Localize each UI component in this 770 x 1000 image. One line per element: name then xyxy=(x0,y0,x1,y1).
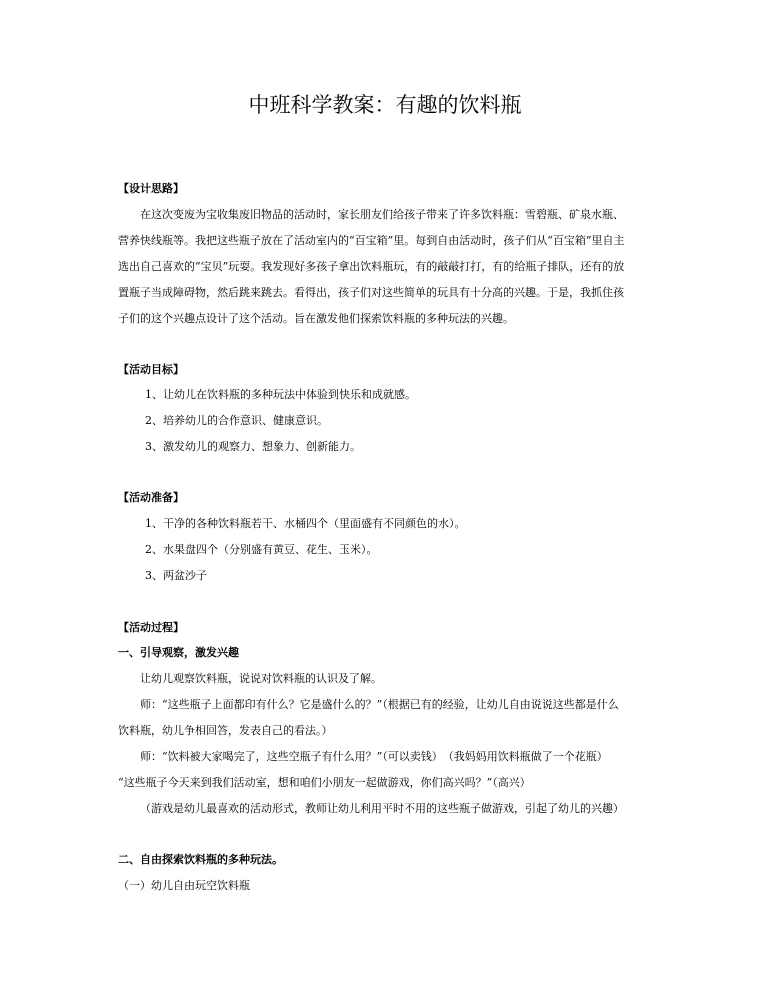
step2-title: 二、自由探索饮料瓶的多种玩法。 xyxy=(118,853,283,866)
prep-item: 2、水果盘四个（分别盛有黄豆、花生、玉米）。 xyxy=(145,543,378,556)
step1-line: 师：“饮料被大家喝完了，这些空瓶子有什么用？”（可以卖钱） （我妈妈用饮料瓶做了一个花瓶） xyxy=(140,750,608,763)
prep-item: 1、干净的各种饮料瓶若干、水桶四个（里面盛有不同颜色的水）。 xyxy=(145,517,466,530)
step1-line: （游戏是幼儿最喜欢的活动形式，教师让幼儿利用平时不用的这些瓶子做游戏，引起了幼儿的兴趣） xyxy=(140,802,624,815)
design-paragraph-line: 在这次变废为宝收集废旧物品的活动时，家长朋友们给孩子带来了许多饮料瓶：雪碧瓶、矿泉水瓶、 xyxy=(140,208,624,221)
prep-item: 3、两盆沙子 xyxy=(145,569,207,582)
step1-line: 饮料瓶，幼儿争相回答，发表自己的看法。） xyxy=(118,724,333,737)
design-paragraph-line: 子们的这个兴趣点设计了这个活动。旨在激发他们探索饮料瓶的多种玩法的兴趣。 xyxy=(118,312,514,325)
goal-item: 2、培养幼儿的合作意识、健康意识。 xyxy=(145,414,328,427)
step1-line: 让幼儿观察饮料瓶，说说对饮料瓶的认识及了解。 xyxy=(140,672,382,685)
design-paragraph-line: 选出自己喜欢的“宝贝”玩耍。我发现好多孩子拿出饮料瓶玩，有的敲敲打打，有的给瓶子排队，还有的放 xyxy=(118,260,625,273)
design-paragraph-line: 置瓶子当成障碍物，然后跳来跳去。看得出，孩子们对这些简单的玩具有十分高的兴趣。于是，我抓住孩 xyxy=(118,286,624,299)
page-title: 中班科学教案：有趣的饮料瓶 xyxy=(248,93,522,117)
design-heading: 【设计思路】 xyxy=(118,182,184,195)
design-paragraph-line: 营养快线瓶等。我把这些瓶子放在了活动室内的“百宝箱”里。每到自由活动时，孩子们从“百宝箱”里自主 xyxy=(118,234,625,247)
step2-subheading: （一）幼儿自由玩空饮料瓶 xyxy=(118,879,250,892)
goals-heading: 【活动目标】 xyxy=(118,363,184,376)
goal-item: 3、激发幼儿的观察力、想象力、创新能力。 xyxy=(145,440,361,453)
process-heading: 【活动过程】 xyxy=(118,621,184,634)
step1-line: 师：“这些瓶子上面都印有什么？它是盛什么的？”（根据已有的经验，让幼儿自由说说这些都是什么 xyxy=(140,698,619,711)
prep-heading: 【活动准备】 xyxy=(118,491,184,504)
step1-title: 一、引导观察，激发兴趣 xyxy=(118,646,239,659)
goal-item: 1、让幼儿在饮料瓶的多种玩法中体验到快乐和成就感。 xyxy=(145,388,416,401)
step1-line: “这些瓶子今天来到我们活动室，想和咱们小朋友一起做游戏，你们高兴吗？”（高兴） xyxy=(118,776,531,789)
